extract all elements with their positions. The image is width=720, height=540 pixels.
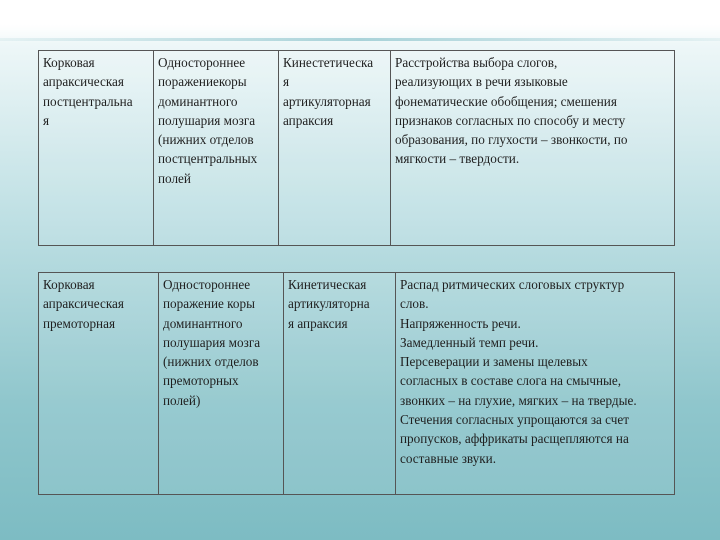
apraxia-cell: Кинестетическа я артикуляторная апраксия: [278, 51, 391, 245]
form-cell: Корковая апраксическая премоторная: [43, 277, 124, 331]
apraxia-cell: Кинетическая артикуляторна я апраксия: [283, 273, 396, 494]
symptoms-cell: Распад ритмических слоговых структур слов. Напряженность речи. Замедленный темп речи. Персеверации и замены щелевых согласных в составе слога на смычные, звонких – на глухие, мягких – на твердые. Стечения согласных упрощаются за счет пропусков, аффрикаты расщепляются на составные звуки.: [395, 273, 674, 494]
localization-cell: Одностороннее поражениекоры доминантного полушария мозга (нижних отделов постцентральных полей: [153, 51, 279, 245]
table-row: [38, 272, 675, 495]
symptoms-cell: Расстройства выбора слогов, реализующих в речи языковые фонематические обобщения; смешения признаков согласных по способу и месту образования, по глухости – звонкости, по мягкости – твердости.: [390, 51, 674, 245]
header-band: [0, 0, 720, 44]
localization-cell: Одностороннее поражение коры доминантного полушария мозга (нижних отделов премоторных полей): [158, 273, 284, 494]
table-row: [38, 50, 675, 246]
form-cell: Корковая апраксическая постцентральна я: [43, 55, 133, 128]
